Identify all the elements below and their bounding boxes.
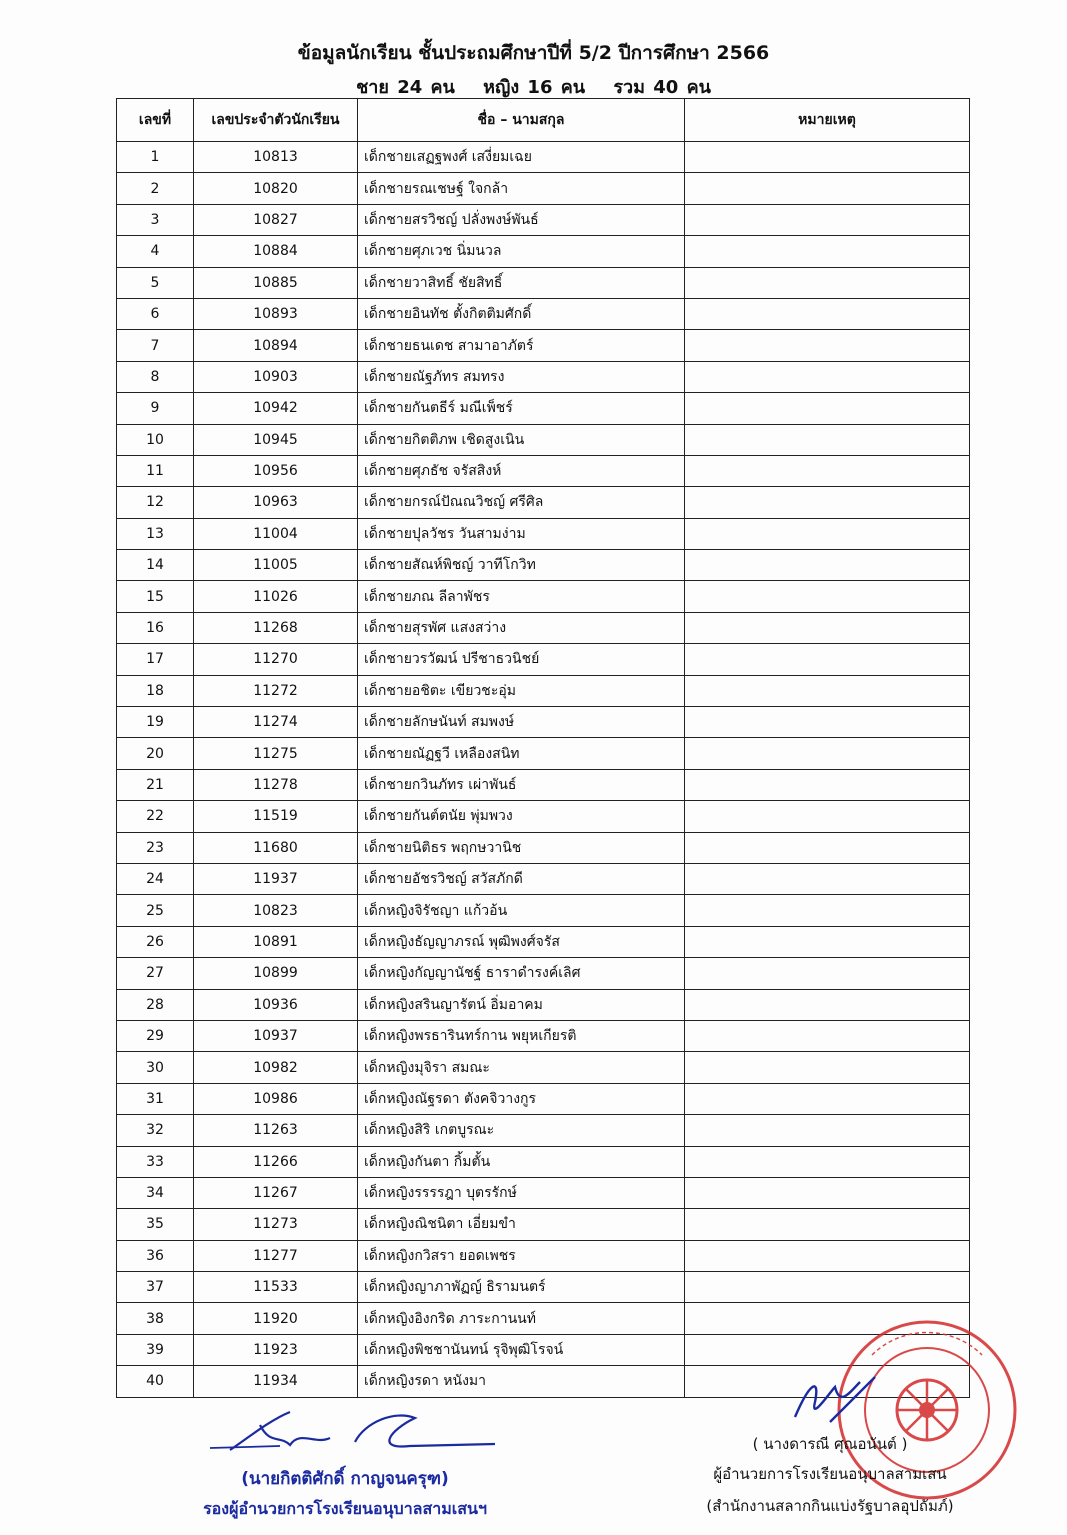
table-row [117, 1240, 970, 1271]
row-number: 19 [117, 707, 194, 738]
student-id: 10982 [194, 1052, 358, 1083]
table-row [117, 204, 970, 235]
table-row [117, 675, 970, 706]
student-id: 11680 [194, 832, 358, 863]
table-row [117, 581, 970, 612]
row-number: 21 [117, 769, 194, 800]
student-id: 11920 [194, 1303, 358, 1334]
student-id: 11533 [194, 1272, 358, 1303]
student-id: 10813 [194, 142, 358, 173]
student-id: 10891 [194, 926, 358, 957]
table-header-row [117, 99, 970, 142]
student-id: 11934 [194, 1366, 358, 1397]
student-name: เด็กหญิงรดา หนังมา [358, 1366, 685, 1397]
remarks-cell [685, 832, 970, 863]
total-count: รวม 40 คน [613, 77, 711, 98]
row-number: 11 [117, 455, 194, 486]
table-row [117, 1052, 970, 1083]
student-id: 10936 [194, 989, 358, 1020]
table-row [117, 769, 970, 800]
remarks-cell [685, 298, 970, 329]
remarks-cell [685, 455, 970, 486]
student-name: เด็กชายสัณห์พิชญ์ วาทีโกวิท [358, 550, 685, 581]
vice-director-name: (นายกิตติศักดิ์ กาญจนครุฑ) [241, 1469, 449, 1489]
student-name: เด็กชายวรวัฒน์ ปรีชาธวนิชย์ [358, 644, 685, 675]
col-header-student-id: เลขประจำตัวนักเรียน [194, 99, 358, 142]
student-id: 10893 [194, 298, 358, 329]
student-name: เด็กชายนิติธร พฤกษวานิช [358, 832, 685, 863]
row-number: 1 [117, 142, 194, 173]
student-name: เด็กชายรณเชษฐ์ ใจกล้า [358, 173, 685, 204]
student-name: เด็กชายเสฏฐพงศ์ เสงี่ยมเฉย [358, 142, 685, 173]
student-name: เด็กชายอัชรวิชญ์ สวัสภักดี [358, 863, 685, 894]
table-row [117, 1083, 970, 1114]
remarks-cell [685, 863, 970, 894]
row-number: 3 [117, 204, 194, 235]
remarks-cell [685, 267, 970, 298]
remarks-cell [685, 644, 970, 675]
row-number: 24 [117, 863, 194, 894]
page-title: ข้อมูลนักเรียน ชั้นประถมศึกษาปีที่ 5/2 ปีการศึกษา 2566 [297, 42, 770, 64]
student-name: เด็กหญิงมุจิรา สมณะ [358, 1052, 685, 1083]
table-row [117, 298, 970, 329]
row-number: 25 [117, 895, 194, 926]
girls-count: หญิง 16 คน [483, 77, 586, 98]
remarks-cell [685, 173, 970, 204]
table-row [117, 612, 970, 643]
col-header-remarks: หมายเหตุ [685, 99, 970, 142]
boys-count: ชาย 24 คน [356, 77, 455, 98]
remarks-cell [685, 1052, 970, 1083]
row-number: 9 [117, 393, 194, 424]
table-row [117, 236, 970, 267]
student-id: 11267 [194, 1177, 358, 1208]
row-number: 15 [117, 581, 194, 612]
student-name: เด็กหญิงญาภาพัฏญ์ ธิรามนตร์ [358, 1272, 685, 1303]
student-id: 11004 [194, 518, 358, 549]
table-row [117, 1209, 970, 1240]
student-id: 11273 [194, 1209, 358, 1240]
student-id: 10884 [194, 236, 358, 267]
row-number: 31 [117, 1083, 194, 1114]
row-number: 2 [117, 173, 194, 204]
student-count-summary [0, 72, 1067, 101]
student-name: เด็กชายลักษนันท์ สมพงษ์ [358, 707, 685, 738]
student-id: 11270 [194, 644, 358, 675]
student-id: 11275 [194, 738, 358, 769]
row-number: 30 [117, 1052, 194, 1083]
row-number: 22 [117, 801, 194, 832]
remarks-cell [685, 738, 970, 769]
remarks-cell [685, 769, 970, 800]
table-row [117, 1177, 970, 1208]
row-number: 40 [117, 1366, 194, 1397]
remarks-cell [685, 1115, 970, 1146]
student-id: 10885 [194, 267, 358, 298]
vice-director-signature [150, 1400, 510, 1470]
row-number: 16 [117, 612, 194, 643]
director-name: ( นางดารณี ศุณอนันต์ ) [752, 1435, 908, 1453]
student-name: เด็กหญิงณัฐรดา ตังคจิวางกูร [358, 1083, 685, 1114]
student-id: 11026 [194, 581, 358, 612]
student-id: 10945 [194, 424, 358, 455]
table-row [117, 518, 970, 549]
remarks-cell [685, 204, 970, 235]
student-id: 10942 [194, 393, 358, 424]
student-id: 10986 [194, 1083, 358, 1114]
row-number: 39 [117, 1334, 194, 1365]
student-name: เด็กหญิงพิชชานันทน์ รุจิพุฒิโรจน์ [358, 1334, 685, 1365]
remarks-cell [685, 926, 970, 957]
student-name: เด็กชายณัฏฐวี เหลืองสนิท [358, 738, 685, 769]
student-name: เด็กชายปุลวัชร วันสามง่าม [358, 518, 685, 549]
table-row [117, 267, 970, 298]
row-number: 10 [117, 424, 194, 455]
director-signature [790, 1372, 880, 1432]
student-name: เด็กหญิงกัญญานัชฐ์ ธาราดำรงค์เลิศ [358, 958, 685, 989]
row-number: 36 [117, 1240, 194, 1271]
row-number: 23 [117, 832, 194, 863]
table-row [117, 863, 970, 894]
row-number: 5 [117, 267, 194, 298]
table-row [117, 926, 970, 957]
remarks-cell [685, 330, 970, 361]
table-row [117, 487, 970, 518]
student-id: 11937 [194, 863, 358, 894]
table-row [117, 1020, 970, 1051]
row-number: 8 [117, 361, 194, 392]
student-name: เด็กชายสุรพัศ แสงสว่าง [358, 612, 685, 643]
table-row [117, 738, 970, 769]
remarks-cell [685, 1020, 970, 1051]
student-id: 10956 [194, 455, 358, 486]
row-number: 13 [117, 518, 194, 549]
table-row [117, 895, 970, 926]
remarks-cell [685, 393, 970, 424]
student-name: เด็กชายวาสิทธิ์ ชัยสิทธิ์ [358, 267, 685, 298]
student-id: 10963 [194, 487, 358, 518]
student-name: เด็กหญิงรรรรฎา บุตรรักษ์ [358, 1177, 685, 1208]
row-number: 18 [117, 675, 194, 706]
col-header-name: ชื่อ – นามสกุล [358, 99, 685, 142]
remarks-cell [685, 581, 970, 612]
student-id: 11005 [194, 550, 358, 581]
row-number: 7 [117, 330, 194, 361]
table-row [117, 1146, 970, 1177]
student-id: 11274 [194, 707, 358, 738]
student-name: เด็กหญิงกันตา กิ้มตั้น [358, 1146, 685, 1177]
table-row [117, 644, 970, 675]
remarks-cell [685, 550, 970, 581]
student-id: 11266 [194, 1146, 358, 1177]
remarks-cell [685, 142, 970, 173]
remarks-cell [685, 487, 970, 518]
table-row [117, 550, 970, 581]
student-id: 11268 [194, 612, 358, 643]
table-row [117, 173, 970, 204]
student-name: เด็กชายอินทัช ตั้งกิตติมศักดิ์ [358, 298, 685, 329]
table-row [117, 330, 970, 361]
row-number: 26 [117, 926, 194, 957]
row-number: 34 [117, 1177, 194, 1208]
remarks-cell [685, 424, 970, 455]
row-number: 37 [117, 1272, 194, 1303]
student-name: เด็กชายกิตติภพ เชิดสูงเนิน [358, 424, 685, 455]
student-name: เด็กชายอชิตะ เขียวชะอุ่ม [358, 675, 685, 706]
row-number: 12 [117, 487, 194, 518]
student-name: เด็กชายณัฐภัทร สมทรง [358, 361, 685, 392]
student-table [116, 98, 970, 1398]
student-id: 11278 [194, 769, 358, 800]
table-row [117, 393, 970, 424]
student-name: เด็กหญิงอิงกริด ภาระกานนท์ [358, 1303, 685, 1334]
remarks-cell [685, 707, 970, 738]
table-row [117, 142, 970, 173]
row-number: 38 [117, 1303, 194, 1334]
student-name: เด็กหญิงจิรัชญา แก้วอ้น [358, 895, 685, 926]
student-name: เด็กชายศุภธัช จรัสสิงห์ [358, 455, 685, 486]
row-number: 17 [117, 644, 194, 675]
student-id: 11923 [194, 1334, 358, 1365]
student-name: เด็กหญิงธัญญาภรณ์ พุฒิพงศ์จรัส [358, 926, 685, 957]
student-name: เด็กหญิงสรินญารัตน์ อิ่มอาคม [358, 989, 685, 1020]
table-row [117, 832, 970, 863]
remarks-cell [685, 958, 970, 989]
col-header-number: เลขที่ [117, 99, 194, 142]
student-name: เด็กชายภณ ลีลาพัชร [358, 581, 685, 612]
table-row [117, 801, 970, 832]
table-row [117, 1115, 970, 1146]
student-id: 11263 [194, 1115, 358, 1146]
student-id: 10937 [194, 1020, 358, 1051]
row-number: 14 [117, 550, 194, 581]
remarks-cell [685, 1177, 970, 1208]
remarks-cell [685, 1083, 970, 1114]
remarks-cell [685, 801, 970, 832]
student-name: เด็กหญิงพรธารินทร์กาน พยุหเกียรติ [358, 1020, 685, 1051]
table-row [117, 361, 970, 392]
table-row [117, 707, 970, 738]
row-number: 35 [117, 1209, 194, 1240]
student-name: เด็กชายกันต์ตนัย พุ่มพวง [358, 801, 685, 832]
remarks-cell [685, 675, 970, 706]
table-row [117, 424, 970, 455]
row-number: 33 [117, 1146, 194, 1177]
student-id: 10823 [194, 895, 358, 926]
row-number: 27 [117, 958, 194, 989]
table-row [117, 455, 970, 486]
row-number: 32 [117, 1115, 194, 1146]
remarks-cell [685, 236, 970, 267]
student-name: เด็กชายกวินภัทร เผ่าพันธ์ [358, 769, 685, 800]
student-id: 11272 [194, 675, 358, 706]
row-number: 6 [117, 298, 194, 329]
remarks-cell [685, 1272, 970, 1303]
remarks-cell [685, 989, 970, 1020]
student-id: 10820 [194, 173, 358, 204]
student-name: เด็กหญิงกวิสรา ยอดเพชร [358, 1240, 685, 1271]
row-number: 29 [117, 1020, 194, 1051]
table-body [117, 142, 970, 1398]
table-row [117, 989, 970, 1020]
student-name: เด็กชายกรณ์ปัณณวิชญ์ ศรีศิล [358, 487, 685, 518]
row-number: 4 [117, 236, 194, 267]
student-id: 10903 [194, 361, 358, 392]
student-name: เด็กชายกันตธีร์ มณีเพ็ชร์ [358, 393, 685, 424]
student-id: 10894 [194, 330, 358, 361]
director-title: ผู้อำนวยการโรงเรียนอนุบาลสามเสน [713, 1465, 947, 1483]
row-number: 28 [117, 989, 194, 1020]
vice-director-title: รองผู้อำนวยการโรงเรียนอนุบาลสามเสนฯ [203, 1499, 487, 1518]
student-name: เด็กชายสรวิชญ์ ปลั่งพงษ์พันธ์ [358, 204, 685, 235]
student-id: 11519 [194, 801, 358, 832]
remarks-cell [685, 612, 970, 643]
table-row [117, 1272, 970, 1303]
director-organization: (สำนักงานสลากกินแบ่งรัฐบาลอุปถัมภ์) [706, 1497, 954, 1515]
remarks-cell [685, 1209, 970, 1240]
student-name: เด็กหญิงสิริ เกตบูรณะ [358, 1115, 685, 1146]
student-id: 10899 [194, 958, 358, 989]
remarks-cell [685, 1240, 970, 1271]
table-row [117, 958, 970, 989]
row-number: 20 [117, 738, 194, 769]
remarks-cell [685, 895, 970, 926]
student-name: เด็กหญิงณิชนิตา เอี่ยมขำ [358, 1209, 685, 1240]
student-id: 10827 [194, 204, 358, 235]
student-name: เด็กชายศุภเวช นิ่มนวล [358, 236, 685, 267]
student-name: เด็กชายธนเดช สามาอาภัตร์ [358, 330, 685, 361]
remarks-cell [685, 1146, 970, 1177]
remarks-cell [685, 518, 970, 549]
remarks-cell [685, 361, 970, 392]
student-id: 11277 [194, 1240, 358, 1271]
